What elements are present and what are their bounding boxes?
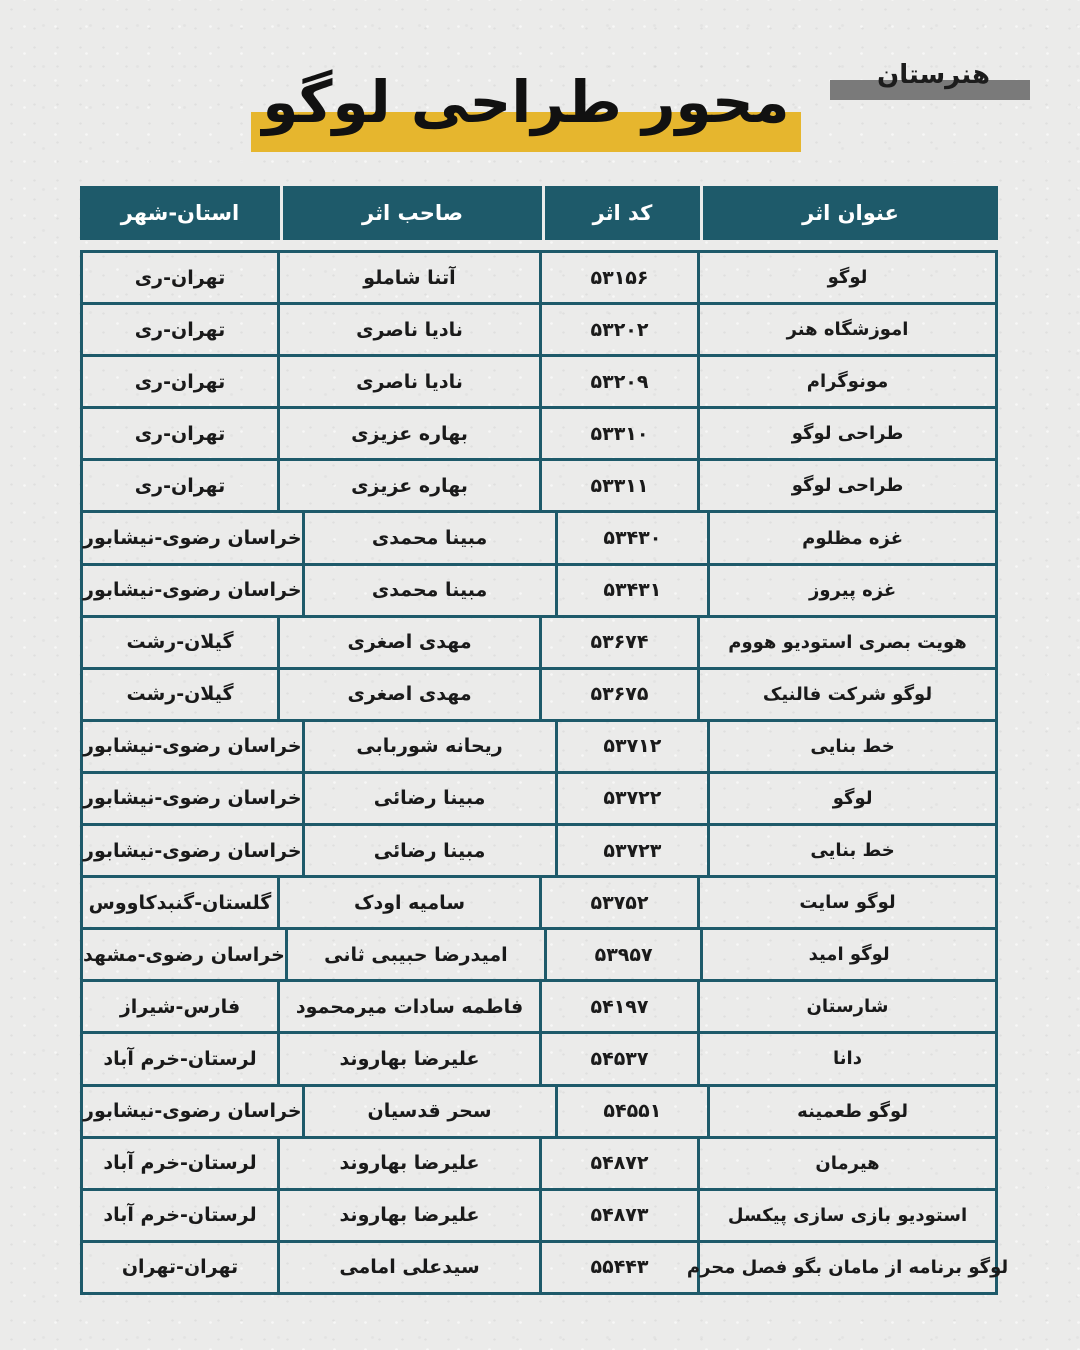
cell-owner: مبینا محمدی xyxy=(302,566,555,615)
column-header-code: کد اثر xyxy=(542,186,700,240)
cell-code: ۵۳۷۲۳ xyxy=(555,826,708,875)
cell-code: ۵۳۲۰۲ xyxy=(539,305,697,354)
cell-code: ۵۳۲۰۹ xyxy=(539,357,697,406)
table-row xyxy=(83,409,995,461)
cell-owner: مبینا رضائی xyxy=(302,826,555,875)
cell-location: فارس-شیراز xyxy=(119,995,241,1018)
cell-owner: فاطمه سادات میرمحمود xyxy=(277,982,539,1031)
cell-owner: مهدی اصغری xyxy=(277,618,539,667)
column-header-owner: صاحب اثر xyxy=(280,186,542,240)
cell-location: گلستان-گنبدکاووس xyxy=(88,891,272,914)
cell-location: لرستان-خرم آباد xyxy=(103,1152,257,1175)
cell-title: خط بنایی xyxy=(707,826,995,875)
cell-code: ۵۴۵۳۷ xyxy=(539,1034,697,1083)
cell-code: ۵۳۱۵۶ xyxy=(539,253,697,302)
cell-title: لوگو سایت xyxy=(697,878,995,927)
cell-location: گیلان-رشت xyxy=(126,683,234,706)
cell-code: ۵۳۷۵۲ xyxy=(539,878,697,927)
cell-owner: علیرضا بهاروند xyxy=(277,1139,539,1188)
cell-title: دانا xyxy=(697,1034,995,1083)
cell-location: گیلان-رشت xyxy=(126,631,234,654)
cell-owner: بهاره عزیزی xyxy=(277,461,539,510)
table-row xyxy=(83,618,995,670)
cell-location: تهران-ری xyxy=(134,318,226,341)
cell-owner: علیرضا بهاروند xyxy=(277,1191,539,1240)
cell-location: تهران-ری xyxy=(134,474,226,497)
cell-owner: سیدعلی امامی xyxy=(277,1243,539,1292)
cell-owner: مبینا رضائی xyxy=(302,774,555,823)
table-row xyxy=(83,1191,995,1243)
cell-code: ۵۴۸۷۳ xyxy=(539,1191,697,1240)
cell-location: لرستان-خرم آباد xyxy=(103,1047,257,1070)
cell-code: ۵۳۴۳۱ xyxy=(555,566,708,615)
cell-code: ۵۳۷۱۲ xyxy=(555,722,708,771)
cell-owner: نادیا ناصری xyxy=(277,357,539,406)
cell-title: لوگو شرکت فالنیک xyxy=(697,670,995,719)
cell-title: مونوگرام xyxy=(697,357,995,406)
cell-owner: سامیه اودک xyxy=(277,878,539,927)
cell-title: هویت بصری استودیو هووم xyxy=(697,618,995,667)
results-table xyxy=(80,186,1009,1295)
cell-location: خراسان رضوی-نیشابور xyxy=(83,787,302,810)
cell-owner: علیرضا بهاروند xyxy=(277,1034,539,1083)
cell-title: لوگو xyxy=(707,774,995,823)
column-header-title: عنوان اثر xyxy=(700,186,998,240)
cell-owner: امیدرضا حبیبی ثانی xyxy=(285,930,544,979)
cell-location: خراسان رضوی-نیشابور xyxy=(83,839,302,862)
cell-owner: مهدی اصغری xyxy=(277,670,539,719)
cell-owner: سحر قدسیان xyxy=(302,1087,555,1136)
cell-code: ۵۳۳۱۱ xyxy=(539,461,697,510)
table-row xyxy=(83,305,995,357)
table-row xyxy=(83,670,995,722)
cell-title: شارستان xyxy=(697,982,995,1031)
cell-code: ۵۳۴۳۰ xyxy=(555,513,708,562)
table-row xyxy=(83,1087,995,1139)
cell-code: ۵۴۵۵۱ xyxy=(555,1087,708,1136)
table-row xyxy=(83,513,995,565)
cell-title: غزه پیروز xyxy=(707,566,995,615)
cell-location: خراسان رضوی-نیشابور xyxy=(83,579,302,602)
table-row xyxy=(83,826,995,878)
cell-location: خراسان رضوی-نیشابور xyxy=(83,1100,302,1123)
cell-owner: بهاره عزیزی xyxy=(277,409,539,458)
cell-owner: آتنا شاملو xyxy=(277,253,539,302)
table-row xyxy=(83,253,995,305)
cell-title: طراحی لوگو xyxy=(697,461,995,510)
cell-code: ۵۴۸۷۲ xyxy=(539,1139,697,1188)
cell-location: خراسان رضوی-نیشابور xyxy=(83,527,302,550)
cell-title: استودیو بازی سازی پیکسل xyxy=(697,1191,995,1240)
table-row xyxy=(83,461,995,513)
table-row xyxy=(83,722,995,774)
table-row xyxy=(83,566,995,618)
table-row xyxy=(83,774,995,826)
cell-location: خراسان رضوی-نیشابور xyxy=(83,735,302,758)
cell-location: خراسان رضوی-مشهد xyxy=(83,943,285,966)
cell-location: تهران-ری xyxy=(134,370,226,393)
cell-location: تهران-تهران xyxy=(121,1256,239,1279)
cell-title: لوگو امید xyxy=(700,930,995,979)
cell-code: ۵۴۱۹۷ xyxy=(539,982,697,1031)
cell-location: لرستان-خرم آباد xyxy=(103,1204,257,1227)
cell-owner: ریحانه شوربابی xyxy=(302,722,555,771)
cell-code: ۵۳۶۷۵ xyxy=(539,670,697,719)
cell-location: تهران-ری xyxy=(134,422,226,445)
cell-code: ۵۵۴۴۳ xyxy=(539,1243,697,1292)
cell-code: ۵۳۷۲۲ xyxy=(555,774,708,823)
cell-code: ۵۳۳۱۰ xyxy=(539,409,697,458)
table-row xyxy=(83,357,995,409)
column-header-location: استان-شهر xyxy=(80,186,280,240)
table-header xyxy=(80,186,998,240)
table-row xyxy=(83,1243,1009,1292)
cell-title: غزه مظلوم xyxy=(707,513,995,562)
cell-title: خط بنایی xyxy=(707,722,995,771)
cell-code: ۵۳۹۵۷ xyxy=(544,930,700,979)
cell-location: تهران-ری xyxy=(134,266,226,289)
table-row xyxy=(83,982,995,1034)
cell-title: لوگو برنامه از مامان بگو فصل محرم xyxy=(697,1243,995,1292)
cell-title: هیرمان xyxy=(697,1139,995,1188)
cell-title: لوگو طعمینه xyxy=(707,1087,995,1136)
table-body xyxy=(80,250,1009,1295)
cell-title: اموزشگاه هنر xyxy=(697,305,995,354)
cell-code: ۵۳۶۷۴ xyxy=(539,618,697,667)
table-row xyxy=(83,1034,995,1086)
cell-owner: نادیا ناصری xyxy=(277,305,539,354)
table-row xyxy=(83,930,995,982)
table-row xyxy=(83,1139,995,1191)
cell-title: لوگو xyxy=(697,253,995,302)
cell-owner: مبینا محمدی xyxy=(302,513,555,562)
school-label: هنرستان xyxy=(877,60,990,90)
cell-title: طراحی لوگو xyxy=(697,409,995,458)
page-title: محور طراحی لوگو xyxy=(262,68,790,136)
table-row xyxy=(83,878,995,930)
